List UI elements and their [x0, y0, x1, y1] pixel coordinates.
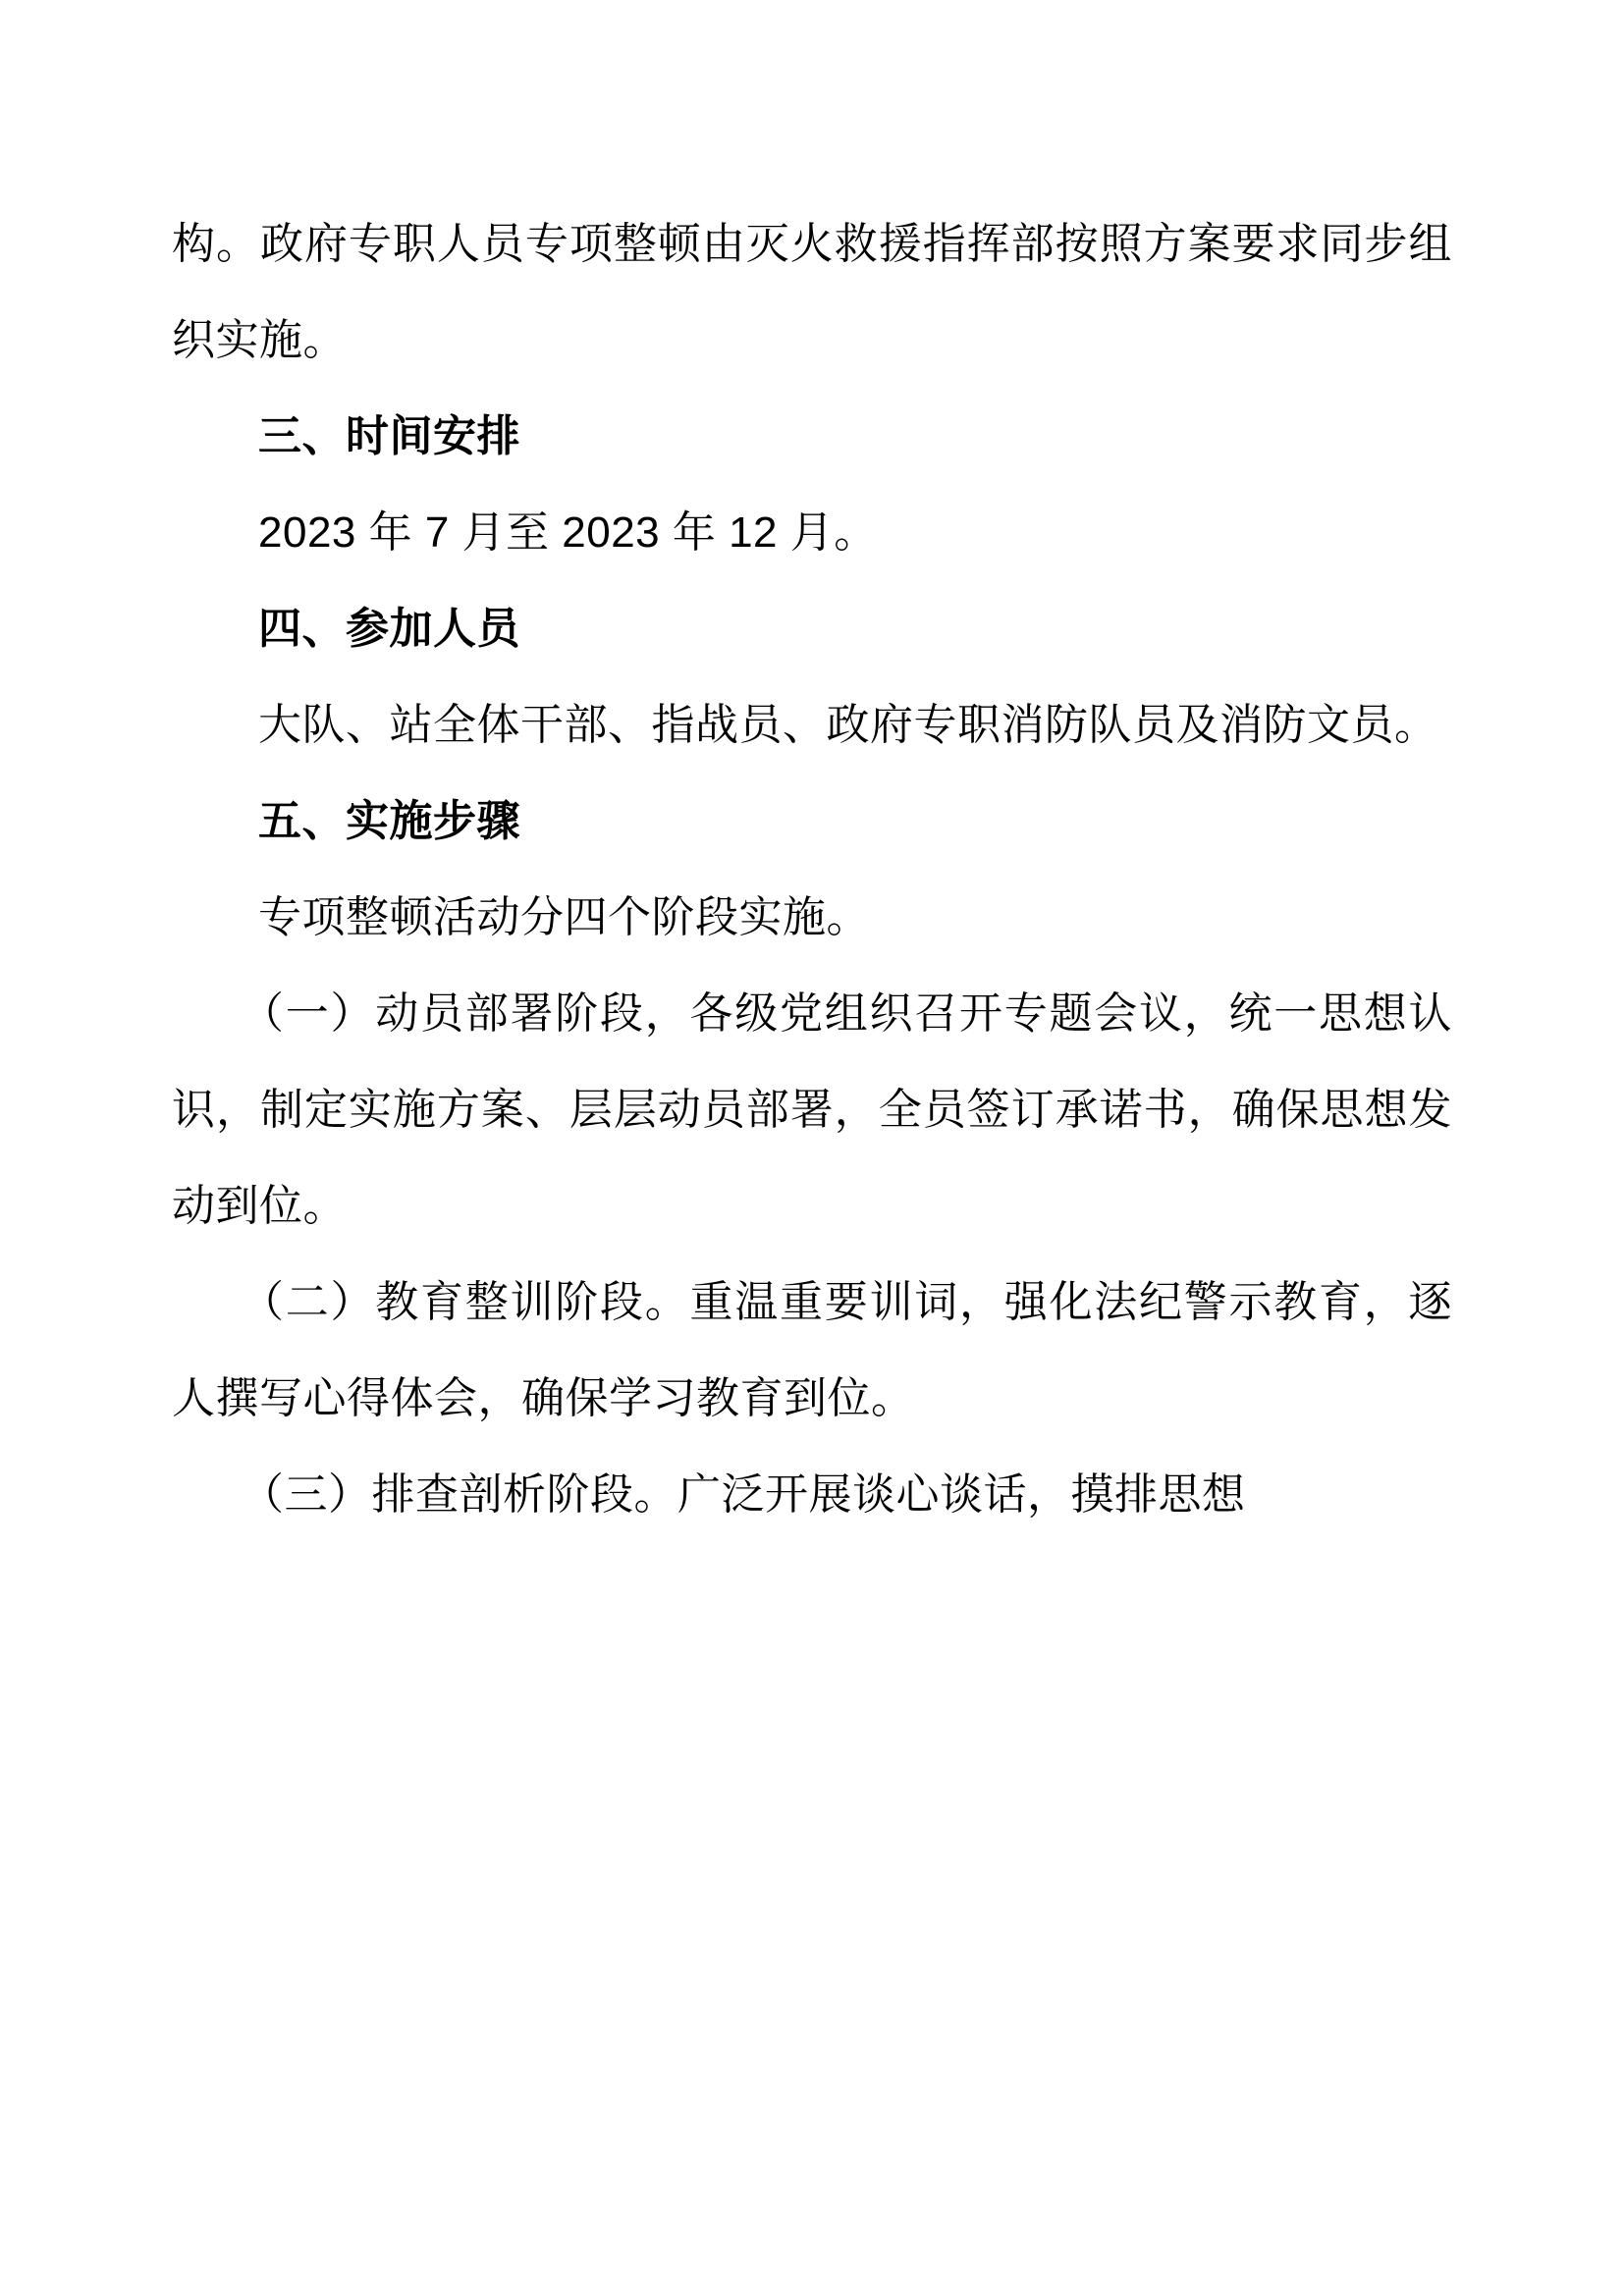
paragraph-steps-intro: 专项整顿活动分四个阶段实施。	[258, 893, 870, 941]
paragraph-continued-intro: 构。政府专职人员专项整顿由灭火救援指挥部按照方案要求同步组织实施。	[172, 220, 1452, 364]
heading-section-three: 三、时间安排	[258, 412, 520, 460]
heading-section-five: 五、实施步骤	[258, 797, 520, 845]
heading-section-four: 四、参加人员	[258, 605, 520, 653]
paragraph-step-one: （一）动员部署阶段，各级党组织召开专题会议，统一思想认识，制定实施方案、层层动员部署，全员签订承诺书，确保思想发动到位。	[172, 989, 1452, 1230]
paragraph-step-two: （二）教育整训阶段。重温重要训词，强化法纪警示教育，逐人撰写心得体会，确保学习教育到位。	[172, 1278, 1452, 1422]
paragraph-schedule: 2023 年 7 月至 2023 年 12 月。	[258, 508, 878, 557]
document-body	[172, 196, 1452, 1543]
paragraph-participants: 大队、站全体干部、指战员、政府专职消防队员及消防文员。	[258, 701, 1438, 749]
paragraph-step-three: （三）排查剖析阶段。广泛开展谈心谈话，摸排思想	[241, 1470, 1246, 1519]
